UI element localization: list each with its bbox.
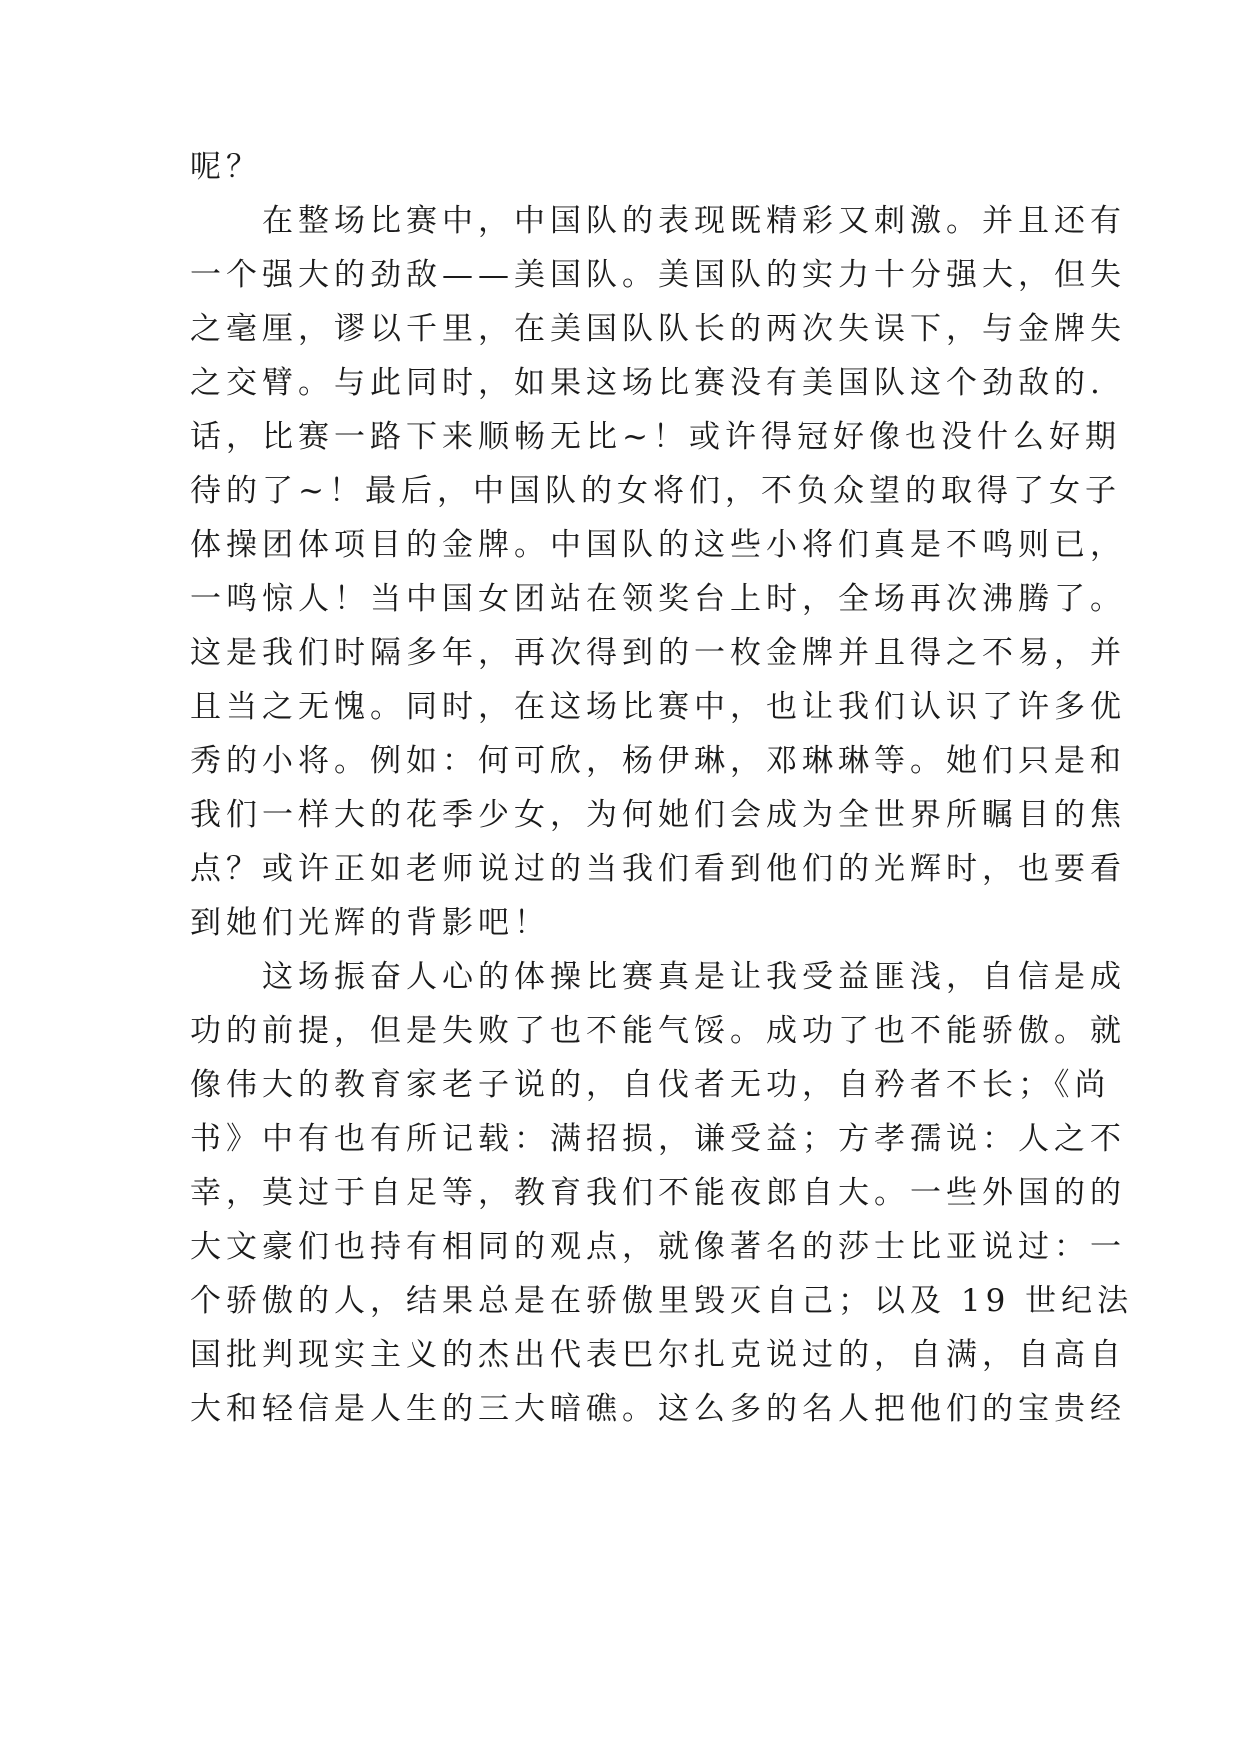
text-line: 个骄傲的人，结果总是在骄傲里毁灭自己；以及 19 世纪法 (190, 1283, 1134, 1319)
text-line: 话，比赛一路下来顺畅无比~！或许得冠好像也没什么好期 (190, 419, 1121, 455)
text-line: 且当之无愧。同时，在这场比赛中，也让我们认识了许多优 (190, 689, 1126, 725)
text-line: 在整场比赛中，中国队的表现既精彩又刺激。并且还有 (190, 203, 1126, 239)
text-line: 体操团体项目的金牌。中国队的这些小将们真是不鸣则已， (190, 527, 1126, 563)
text-line: 幸，莫过于自足等，教育我们不能夜郎自大。一些外国的的 (190, 1175, 1126, 1211)
text-line: 这场振奋人心的体操比赛真是让我受益匪浅，自信是成 (190, 959, 1126, 995)
text-line: 我们一样大的花季少女，为何她们会成为全世界所瞩目的焦 (190, 797, 1126, 833)
text-line: 待的了~！最后，中国队的女将们，不负众望的取得了女子 (190, 473, 1121, 509)
text-line: 书》中有也有所记载：满招损，谦受益；方孝孺说：人之不 (190, 1121, 1126, 1157)
text-line: 到她们光辉的背影吧！ (190, 905, 550, 941)
text-line: 一个强大的劲敌——美国队。美国队的实力十分强大，但失 (190, 257, 1126, 293)
text-line: 功的前提，但是失败了也不能气馁。成功了也不能骄傲。就 (190, 1013, 1126, 1049)
text-line: 国批判现实主义的杰出代表巴尔扎克说过的，自满，自高自 (190, 1337, 1126, 1373)
text-line: 呢？ (190, 149, 262, 185)
text-line: 之交臂。与此同时，如果这场比赛没有美国队这个劲敌的. (190, 365, 1105, 401)
text-line: 一鸣惊人！当中国女团站在领奖台上时，全场再次沸腾了。 (190, 581, 1126, 617)
text-line: 大文豪们也持有相同的观点，就像著名的莎士比亚说过：一 (190, 1229, 1126, 1265)
text-line: 像伟大的教育家老子说的，自伐者无功，自矜者不长；《尚 (190, 1067, 1111, 1103)
text-line: 点？或许正如老师说过的当我们看到他们的光辉时，也要看 (190, 851, 1126, 887)
text-line: 秀的小将。例如：何可欣，杨伊琳，邓琳琳等。她们只是和 (190, 743, 1126, 779)
text-line: 大和轻信是人生的三大暗礁。这么多的名人把他们的宝贵经 (190, 1391, 1126, 1427)
text-line: 这是我们时隔多年，再次得到的一枚金牌并且得之不易，并 (190, 635, 1126, 671)
text-line: 之毫厘，谬以千里，在美国队队长的两次失误下，与金牌失 (190, 311, 1126, 347)
